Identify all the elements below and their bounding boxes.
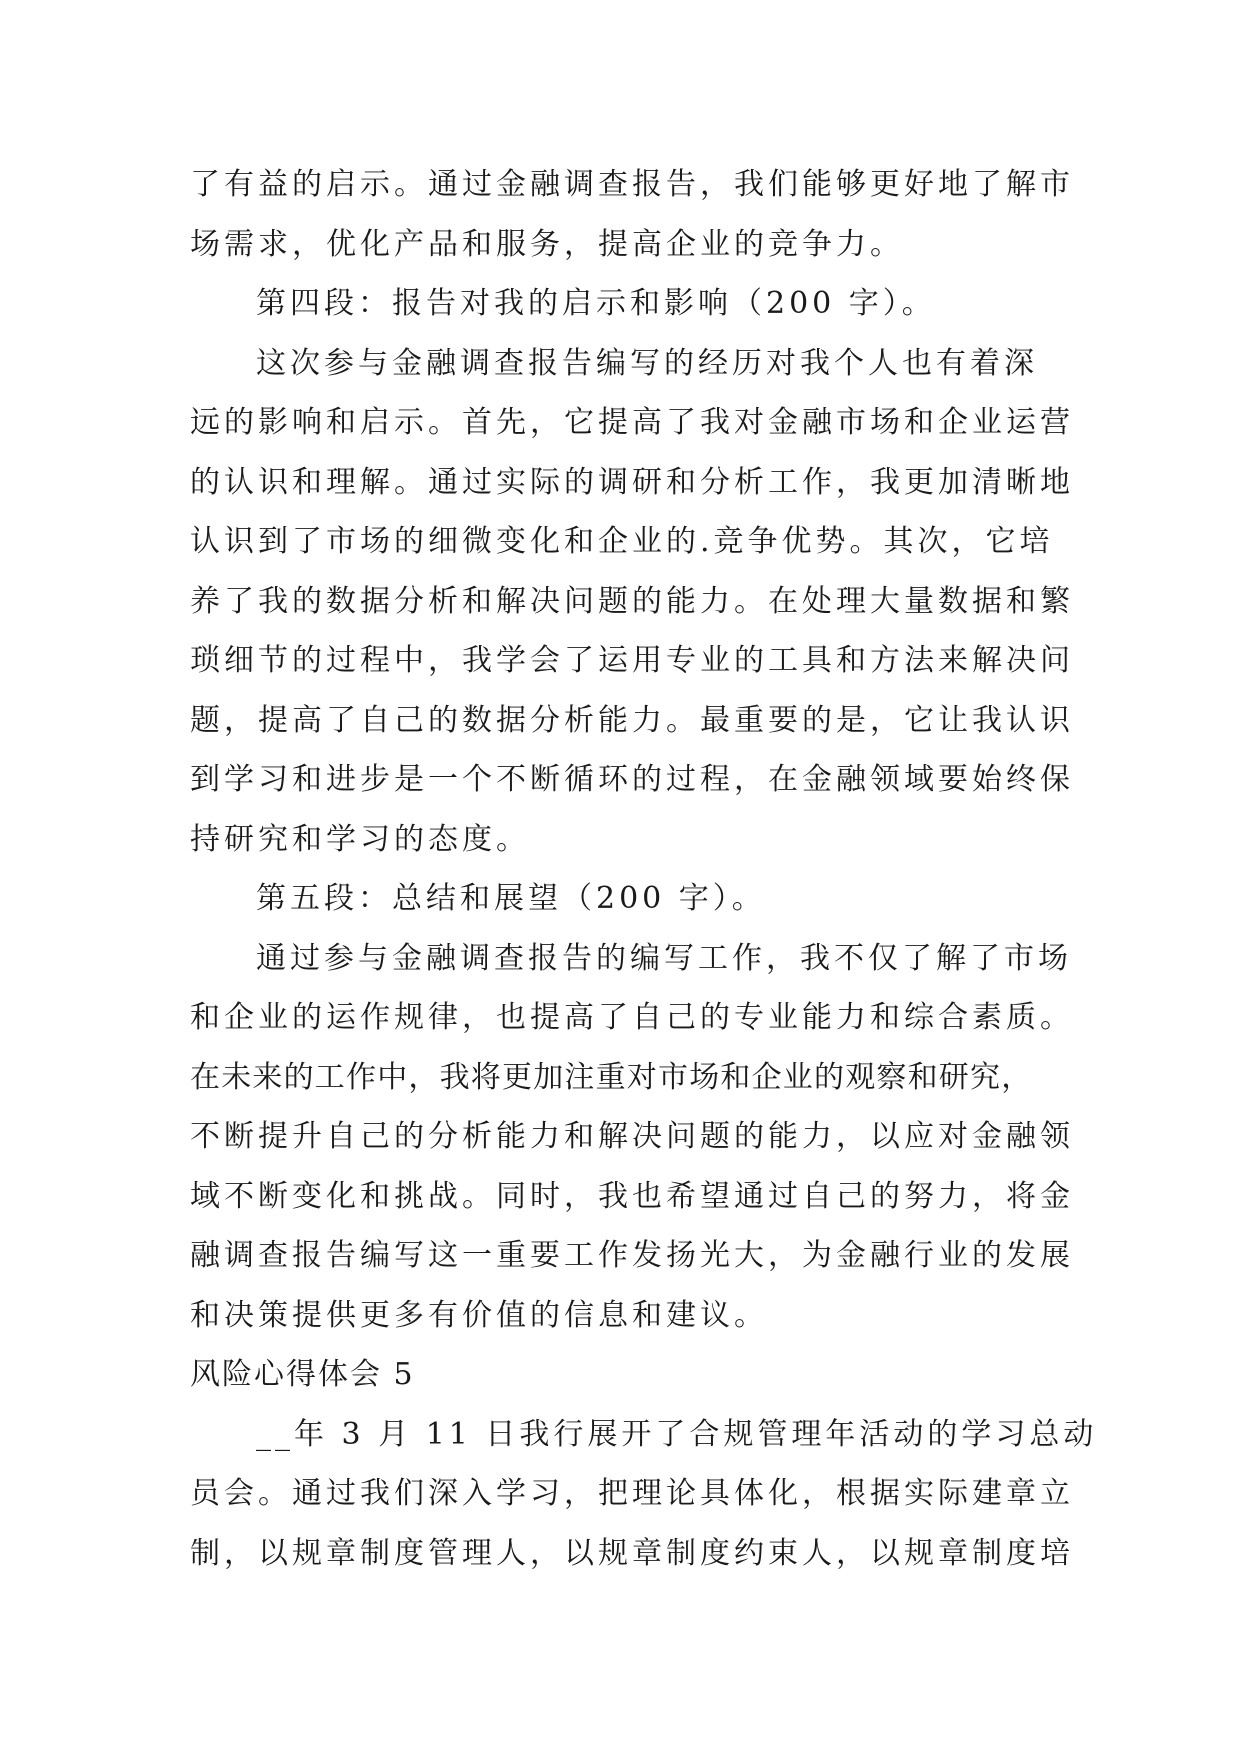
section-heading-5: 第五段：总结和展望（200 字）。 xyxy=(256,881,766,916)
text-line: 不断提升自己的分析能力和解决问题的能力，以应对金融领 xyxy=(190,1119,1074,1154)
text-line: 员会。通过我们深入学习，把理论具体化，根据实际建章立 xyxy=(190,1476,1074,1511)
text-line: 场需求，优化产品和服务，提高企业的竞争力。 xyxy=(190,226,904,262)
text-line: 域不断变化和挑战。同时，我也希望通过自己的努力，将金 xyxy=(190,1178,1074,1214)
text-line: 和决策提供更多有价值的信息和建议。 xyxy=(190,1297,768,1333)
document-body xyxy=(190,155,1098,1583)
text-line: 制，以规章制度管理人，以规章制度约束人，以规章制度培 xyxy=(190,1535,1074,1571)
text-line: 远的影响和启示。首先，它提高了我对金融市场和企业运营 xyxy=(190,405,1074,440)
text-line: 和企业的运作规律，也提高了自己的专业能力和综合素质。 xyxy=(190,1000,1074,1035)
text-line: 通过参与金融调查报告的编写工作，我不仅了解了市场 xyxy=(256,940,1072,976)
text-line: 认识到了市场的细微变化和企业的.竞争优势。其次，它培 xyxy=(190,524,1054,559)
text-line: 持研究和学习的态度。 xyxy=(190,821,530,857)
text-line: 琐细节的过程中，我学会了运用专业的工具和方法来解决问 xyxy=(190,643,1074,678)
text-line: 题，提高了自己的数据分析能力。最重要的是，它让我认识 xyxy=(190,702,1074,738)
text-line: 到学习和进步是一个不断循环的过程，在金融领域要始终保 xyxy=(190,762,1074,797)
text-line: __年 3 月 11 日我行展开了合规管理年活动的学习总动 xyxy=(256,1416,1098,1452)
text-line: 这次参与金融调查报告编写的经历对我个人也有着深 xyxy=(256,345,1038,381)
text-line: 在未来的工作中，我将更加注重对市场和企业的观察和研究， xyxy=(190,1059,1033,1095)
article-title: 风险心得体会 5 xyxy=(190,1357,415,1392)
text-line: 融调查报告编写这一重要工作发扬光大，为金融行业的发展 xyxy=(190,1238,1074,1273)
text-line: 了有益的启示。通过金融调查报告，我们能够更好地了解市 xyxy=(190,167,1074,202)
text-line: 的认识和理解。通过实际的调研和分析工作，我更加清晰地 xyxy=(190,464,1074,500)
text-line: 养了我的数据分析和解决问题的能力。在处理大量数据和繁 xyxy=(190,583,1074,619)
section-heading-4: 第四段：报告对我的启示和影响（200 字）。 xyxy=(256,286,936,321)
